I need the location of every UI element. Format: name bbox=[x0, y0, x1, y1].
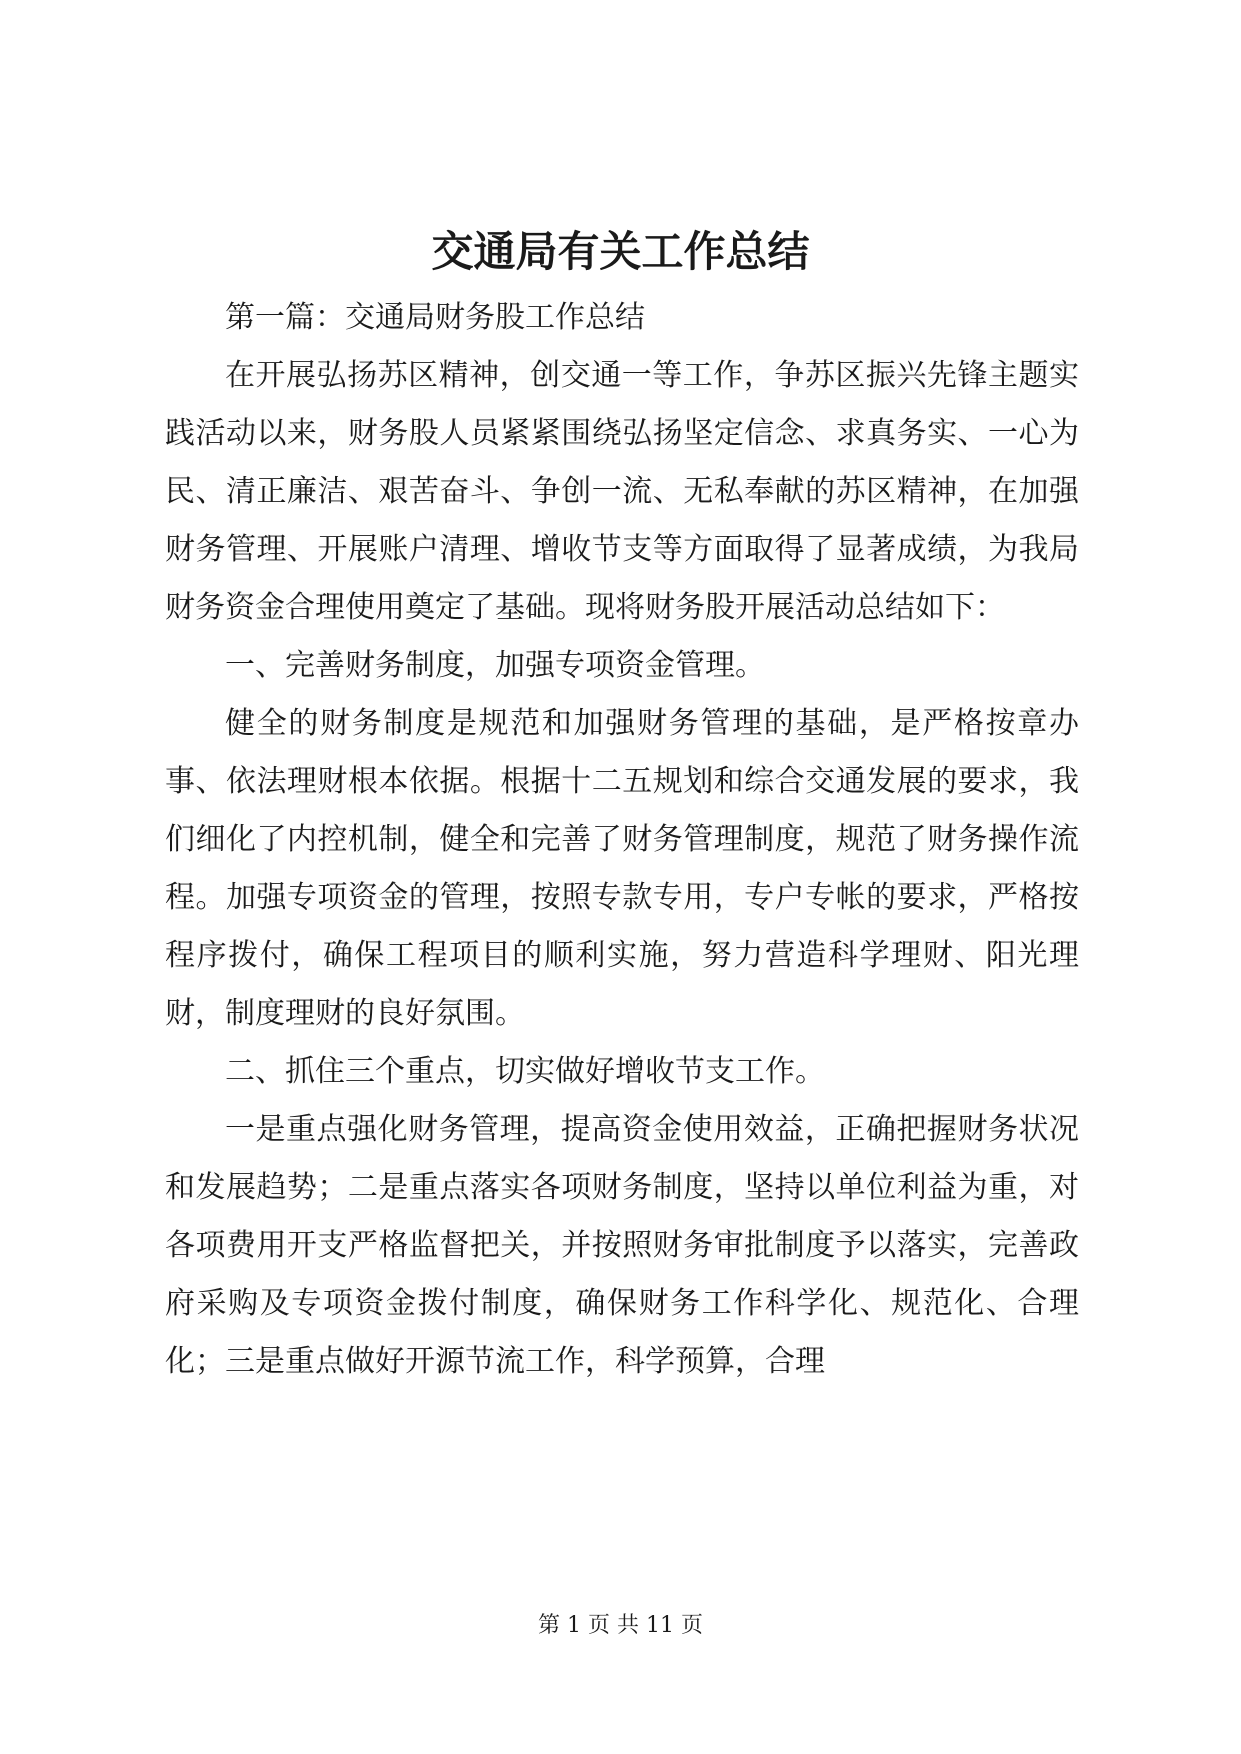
document-body bbox=[165, 289, 1079, 1391]
section-heading-two: 二、抓住三个重点，切实做好增收节支工作。 bbox=[225, 1054, 825, 1089]
page-number-footer: 第 1 页 共 11 页 bbox=[538, 1613, 703, 1638]
body-paragraph-three-focuses: 一是重点强化财务管理，提高资金使用效益，正确把握财务状况和发展趋势；二是重点落实各项财务制度，坚持以单位利益为重，对各项费用开支严格监督把关，并按照财务审批制度予以落实，完善政府采购及专项资金拨付制度，确保财务工作科学化、规范化、合理化；三是重点做好开源节流工作，科学预算，合理 bbox=[165, 1112, 1079, 1379]
body-paragraph-intro: 在开展弘扬苏区精神，创交通一等工作，争苏区振兴先锋主题实践活动以来，财务股人员紧紧围绕弘扬坚定信念、求真务实、一心为民、清正廉洁、艰苦奋斗、争创一流、无私奉献的苏区精神，在加强财务管理、开展账户清理、增收节支等方面取得了显著成绩，为我局财务资金合理使用奠定了基础。现将财务股开展活动总结如下： bbox=[165, 358, 1079, 625]
section-heading-part-one: 第一篇：交通局财务股工作总结 bbox=[225, 300, 645, 335]
body-paragraph-finance-system: 健全的财务制度是规范和加强财务管理的基础，是严格按章办事、依法理财根本依据。根据十二五规划和综合交通发展的要求，我们细化了内控机制，健全和完善了财务管理制度，规范了财务操作流程。加强专项资金的管理，按照专款专用，专户专帐的要求，严格按程序拨付，确保工程项目的顺利实施，努力营造科学理财、阳光理财，制度理财的良好氛围。 bbox=[165, 706, 1079, 1031]
section-heading-one: 一、完善财务制度，加强专项资金管理。 bbox=[225, 648, 765, 683]
document-title: 交通局有关工作总结 bbox=[431, 227, 810, 276]
